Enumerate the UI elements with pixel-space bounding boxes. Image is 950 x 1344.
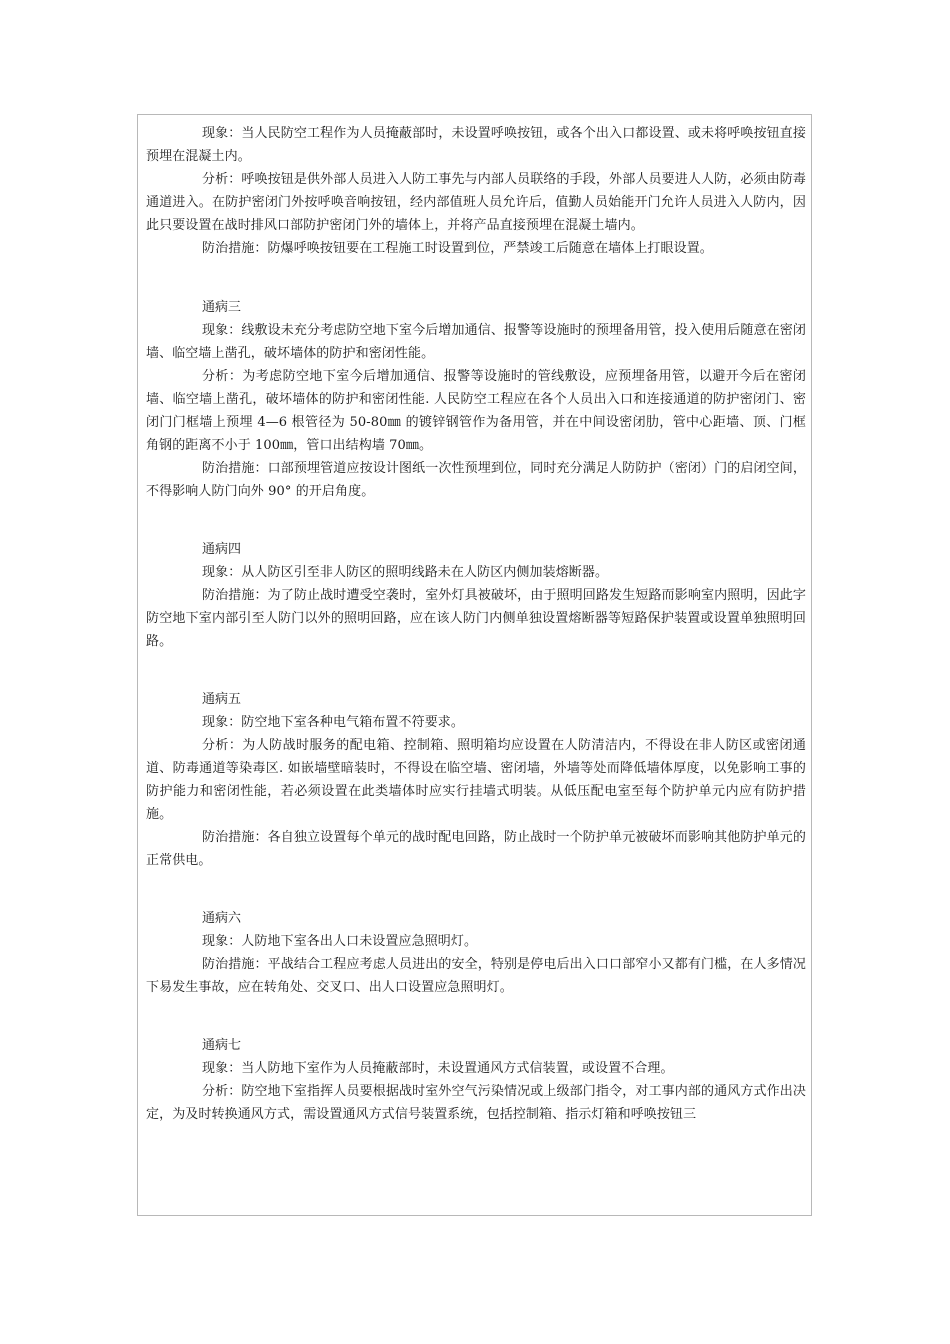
section7-title: 通病七 <box>202 1038 242 1053</box>
section4-title: 通病四 <box>202 542 242 557</box>
section3-phenomenon: 现象：线敷设未充分考虑防空地下室今后增加通信、报警等设施时的预埋备用管，投入使用后随意在密闭墙、临空墙上凿孔，破坏墙体的防护和密闭性能。 <box>146 323 806 361</box>
section5-analysis: 分析：为人防战时服务的配电箱、控制箱、照明箱均应设置在人防清洁内，不得设在非人防区或密闭通道、防毒通道等染毒区. 如嵌墙壁暗装时，不得设在临空墙、密闭墙，外墙等处而降低墙体厚度，以免影响工事的防护能力和密闭性能，若必须设置在此类墙体时应实行挂墙式明装。从低压配电室至每个防护单元内应有防护措施。 <box>146 738 806 822</box>
section6-measures: 防治措施：平战结合工程应考虑人员进出的安全，特别是停电后出入口口部窄小又都有门槛，在人多情况下易发生事故，应在转角处、交叉口、出人口设置应急照明灯。 <box>146 957 806 995</box>
spacer <box>146 503 806 538</box>
section7-phenomenon: 现象：当人防地下室作为人员掩蔽部时，未设置通风方式信装置，或设置不合理。 <box>202 1061 674 1076</box>
section3-measures: 防治措施：口部预埋管道应按设计图纸一次性预埋到位，同时充分满足人防防护（密闭）门的启闭空间，不得影响人防门向外 90° 的开启角度。 <box>146 461 806 499</box>
section5-measures: 防治措施：各自独立设置每个单元的战时配电回路，防止战时一个防护单元被破坏而影响其他防护单元的正常供电。 <box>146 830 806 868</box>
section4-phenomenon: 现象：从人防区引至非人防区的照明线路未在人防区内侧加装熔断器。 <box>202 565 609 580</box>
intro-analysis: 分析：呼唤按钮是供外部人员进入人防工事先与内部人员联络的手段，外部人员要进人人防，必须由防毒通道进入。在防护密闭门外按呼唤音响按钮，经内部值班人员允许后，值勤人员始能开门允许人员进入人防内，因此只要设置在战时排风口部防护密闭门外的墙体上，并将产品直接预埋在混凝土墙内。 <box>146 172 806 233</box>
section7-analysis: 分析：防空地下室指挥人员要根据战时室外空气污染情况或上级部门指令，对工事内部的通风方式作出决定，为及时转换通风方式，需设置通风方式信号装置系统，包括控制箱、指示灯箱和呼唤按钮三 <box>146 1084 806 1122</box>
document-body <box>146 122 806 1126</box>
section5-title: 通病五 <box>202 692 242 707</box>
spacer <box>146 653 806 688</box>
spacer <box>146 260 806 296</box>
intro-measures: 防治措施：防爆呼唤按钮要在工程施工时设置到位，严禁竣工后随意在墙体上打眼设置。 <box>202 241 713 256</box>
section6-title: 通病六 <box>202 911 242 926</box>
intro-phenomenon: 现象：当人民防空工程作为人员掩蔽部时，未设置呼唤按钮，或各个出入口都设置、或未将呼唤按钮直接预埋在混凝土内。 <box>146 126 806 164</box>
section4-measures: 防治措施：为了防止战时遭受空袭时，室外灯具被破坏，由于照明回路发生短路而影响室内照明，因此字防空地下室内部引至人防门以外的照明回路，应在该人防门内侧单独设置熔断器等短路保护装置或设置单独照明回路。 <box>146 588 806 649</box>
spacer <box>146 872 806 907</box>
section6-phenomenon: 现象：人防地下室各出人口未设置应急照明灯。 <box>202 934 478 949</box>
document-frame <box>137 114 812 1216</box>
spacer <box>146 999 806 1034</box>
section3-title: 通病三 <box>202 300 242 315</box>
section3-analysis: 分析：为考虑防空地下室今后增加通信、报警等设施时的管线敷设，应预埋备用管，以避开今后在密闭墙、临空墙上凿孔，破坏墙体的防护和密闭性能. 人民防空工程应在各个人员出入口和连接通道的防护密闭门、密闭门门框墙上预埋 4—6 根管径为 50-80㎜ 的镀锌钢管作为备用管，并在中间设密闭肋，管中心距墙、顶、门框角钢的距离不小于 100㎜，管口出结构墙 70㎜。 <box>146 369 806 453</box>
section5-phenomenon: 现象：防空地下室各种电气箱布置不符要求。 <box>202 715 465 730</box>
